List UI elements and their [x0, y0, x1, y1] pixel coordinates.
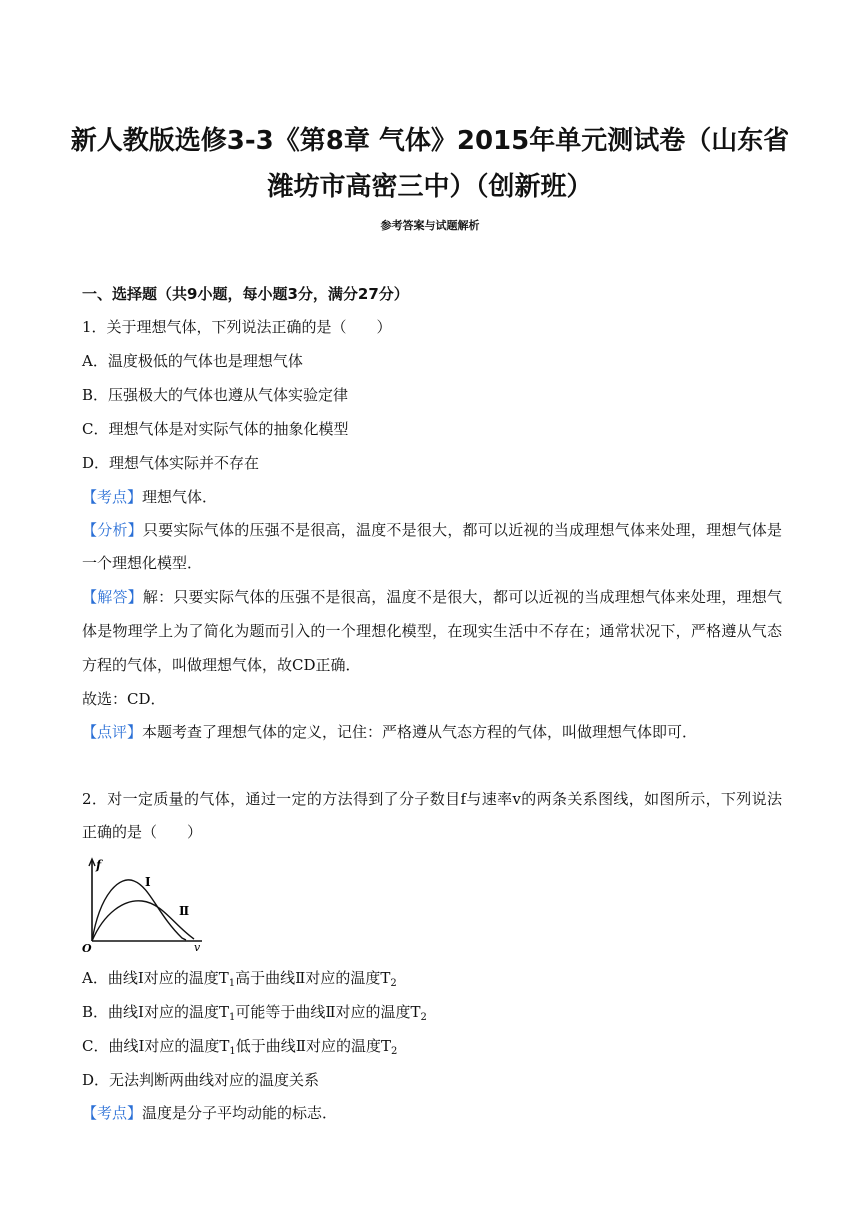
q1-option-a: A．温度极低的气体也是理想气体 — [82, 352, 303, 370]
q1-dianping-tag: 【点评】 — [82, 723, 143, 741]
q2-option-c — [82, 1036, 782, 1056]
figure-curve2-label: Ⅱ — [179, 904, 190, 918]
q1-kaodian-tag: 【考点】 — [82, 488, 143, 506]
figure-y-axis-label: f — [96, 858, 102, 872]
q2-stem-1: 2．对一定质量的气体，通过一定的方法得到了分子数目f与速率v的两条关系图线，如图所示，下列说法 — [82, 790, 782, 808]
q2-stem-2: 正确的是（ ） — [82, 823, 203, 841]
q2-kaodian — [82, 1103, 782, 1123]
q1-option-d: D．理想气体实际并不存在 — [82, 454, 260, 472]
q2-option-a — [82, 968, 782, 988]
q1-fenxi-text-1: 只要实际气体的压强不是很高，温度不是很大，都可以近视的当成理想气体来处理，理想气体是 — [142, 521, 782, 539]
q1-jieda-text-3: 方程的气体，叫做理想气体，故CD正确． — [82, 656, 361, 674]
q2-option-b-sub-1: 1 — [228, 1012, 236, 1023]
figure-curve1-label: Ⅰ — [145, 875, 151, 889]
q2-option-a-sub-2: 2 — [390, 978, 397, 989]
document-title: 新人教版选修3-3《第8章 气体》2015年单元测试卷（山东省潍坊市高密三中）（创新班） — [70, 126, 790, 202]
q2-kaodian-tag: 【考点】 — [82, 1104, 143, 1122]
q1-stem: 1．关于理想气体，下列说法正确的是（ ） — [82, 318, 392, 336]
q2-option-b — [82, 1002, 782, 1022]
q1-fenxi-text-2: 一个理想化模型． — [82, 554, 203, 572]
q2-option-b-sub-2: 2 — [420, 1012, 427, 1023]
q1-jieda — [82, 587, 782, 607]
section-heading: 一、选择题（共9小题，每小题3分，满分27分） — [82, 285, 409, 303]
q1-answer: 故选：CD． — [82, 690, 166, 708]
q1-fenxi-tag: 【分析】 — [82, 521, 143, 539]
q2-option-a-text-1: A．曲线Ⅰ对应的温度T — [82, 969, 229, 987]
q1-kaodian-text: 理想气体． — [142, 488, 218, 506]
q2-option-a-sub-1: 1 — [228, 978, 236, 989]
q2-option-a-text-2: 高于曲线Ⅱ对应的温度T — [235, 969, 391, 987]
q2-kaodian-text: 温度是分子平均动能的标志． — [142, 1104, 338, 1122]
q2-option-c-sub-2: 2 — [391, 1046, 398, 1057]
q2-option-d: D．无法判断两曲线对应的温度关系 — [82, 1071, 320, 1089]
q1-option-c: C．理想气体是对实际气体的抽象化模型 — [82, 420, 349, 438]
q1-dianping — [82, 722, 782, 742]
q2-option-b-text-1: B．曲线Ⅰ对应的温度T — [82, 1003, 229, 1021]
velocity-distribution-figure — [82, 853, 210, 957]
figure-x-axis-label: v — [194, 941, 201, 953]
q1-dianping-text: 本题考查了理想气体的定义，记住：严格遵从气态方程的气体，叫做理想气体即可． — [142, 723, 698, 741]
q1-jieda-tag: 【解答】 — [82, 588, 143, 606]
q1-fenxi — [82, 520, 782, 540]
q2-option-c-sub-1: 1 — [229, 1046, 236, 1057]
q1-jieda-text-1: 解：只要实际气体的压强不是很高，温度不是很大，都可以近视的当成理想气体来处理，理想气 — [142, 588, 782, 606]
q2-option-c-text-1: C．曲线Ⅰ对应的温度T — [82, 1037, 230, 1055]
q1-kaodian — [82, 487, 782, 507]
figure-origin-label: O — [82, 942, 92, 953]
q1-option-b: B．压强极大的气体也遵从气体实验定律 — [82, 386, 349, 404]
q1-jieda-text-2: 体是物理学上为了简化为题而引入的一个理想化模型，在现实生活中不存在；通常状况下，严格遵从气态 — [82, 622, 782, 640]
document-subtitle: 参考答案与试题解析 — [380, 219, 480, 232]
q2-option-c-text-2: 低于曲线Ⅱ对应的温度T — [235, 1037, 391, 1055]
q2-option-b-text-2: 可能等于曲线Ⅱ对应的温度T — [235, 1003, 421, 1021]
